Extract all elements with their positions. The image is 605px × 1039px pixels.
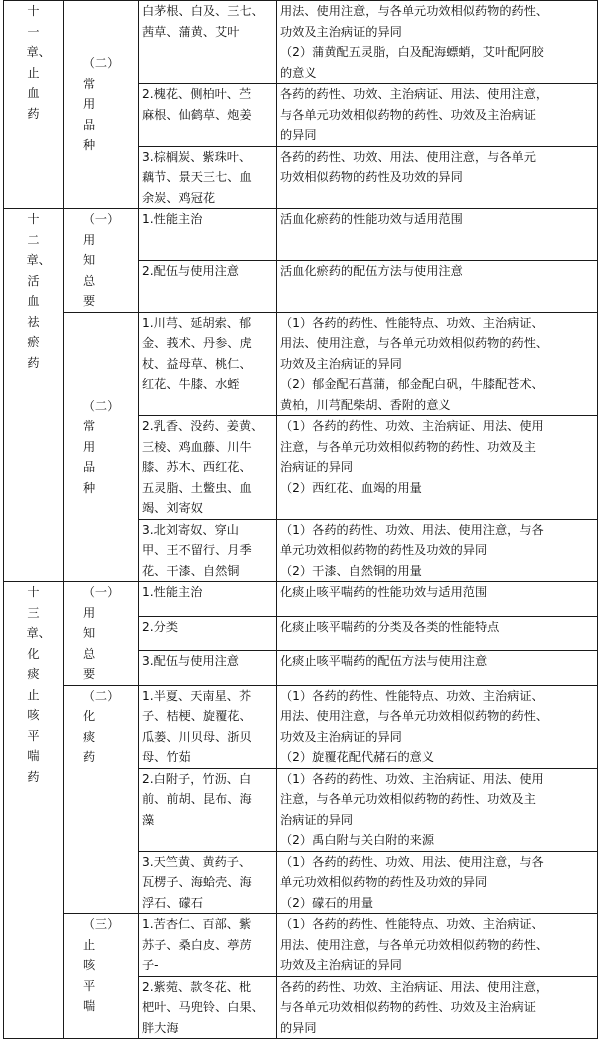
item-cell xyxy=(139,976,277,1039)
requirement-text: （2）旋覆花配代赭石的意义 xyxy=(280,750,435,764)
requirement-text: 化痰止咳平喘药的配伍方法与使用注意 xyxy=(280,654,488,668)
item-text: 3.天竺黄、黄药子、 xyxy=(142,854,252,869)
item-text: 余炭、鸡冠花 xyxy=(142,190,216,205)
section-number: （二） xyxy=(82,56,120,71)
item-text: 膝、苏木、西红花、 xyxy=(142,460,252,474)
table-row xyxy=(4,209,598,261)
item-text: 2.乳香、没药、姜黄、 xyxy=(142,419,264,433)
requirement-cell xyxy=(277,209,598,261)
syllabus-table xyxy=(3,0,598,1039)
item-cell xyxy=(139,146,277,209)
item-text: 2.配伍与使用注意 xyxy=(142,263,239,278)
section-number: （一） xyxy=(82,585,120,599)
requirement-text: （2）郁金配石菖蒲，郁金配白矾，牛膝配苍术、 xyxy=(280,377,544,391)
item-cell xyxy=(139,914,277,977)
requirement-text: 活血化瘀药的配伍方法与使用注意 xyxy=(280,263,463,278)
item-text: 瓦楞子、海蛤壳、海 xyxy=(142,875,252,889)
item-text: 前、前胡、昆布、海 xyxy=(142,792,252,806)
item-cell xyxy=(139,685,277,768)
item-text: 1.性能主治 xyxy=(142,212,203,226)
requirement-text: 各药的药性、功效、主治病证、用法、使用注意， xyxy=(280,87,549,101)
requirement-text: 功效相似药物的药性及功效的异同 xyxy=(280,170,463,184)
requirement-cell xyxy=(277,851,598,914)
section-name: 常用品种 xyxy=(83,419,96,495)
requirement-text: 化痰止咳平喘药的性能功效与适用范围 xyxy=(280,585,488,599)
requirement-text: 与各单元功效相似药物的药性、功效及主治病证 xyxy=(280,1000,536,1014)
item-cell xyxy=(139,519,277,582)
requirement-text: 治病证的异同 xyxy=(280,812,354,827)
item-text: 1.性能主治 xyxy=(142,585,203,599)
requirement-text: （1）各药的药性、功效、主治病证、用法、使用 xyxy=(280,771,544,786)
section-number: （二） xyxy=(82,398,120,413)
section-name: 化痰药 xyxy=(83,709,96,764)
item-cell xyxy=(139,416,277,520)
requirement-text: 注意，与各单元功效相似药物的药性、功效及主 xyxy=(280,439,536,454)
requirement-text: 功效及主治病证的异同 xyxy=(280,958,402,972)
section-cell xyxy=(64,914,139,1039)
requirement-text: 用法、使用注意，与各单元功效相似药物的药性、 xyxy=(280,937,549,952)
table-row xyxy=(4,582,598,617)
item-text: 竭、刘寄奴 xyxy=(142,501,203,515)
table-row xyxy=(4,685,598,768)
requirement-cell xyxy=(277,685,598,768)
section-cell xyxy=(64,685,139,914)
requirement-text: 各药的药性、功效、用法、使用注意，与各单元 xyxy=(280,149,536,164)
item-text: 茜草、蒲黄、艾叶 xyxy=(142,24,240,39)
chapter-title: 十三章、化痰止咳平喘药 xyxy=(26,585,51,784)
chapter-title-cell xyxy=(4,582,64,1039)
item-text: 2.槐花、侧柏叶、苎 xyxy=(142,87,252,101)
section-name: 用知总要 xyxy=(83,605,96,681)
table-row xyxy=(4,312,598,416)
requirement-text: （2）干漆、自然铜的用量 xyxy=(280,563,422,578)
section-number: （一） xyxy=(82,212,120,226)
requirement-text: （2）西红花、血竭的用量 xyxy=(280,480,422,495)
requirement-text: （1）各药的药性、性能特点、功效、主治病证、 xyxy=(280,315,544,330)
item-text: 3.北刘寄奴、穿山 xyxy=(142,522,239,537)
requirement-cell xyxy=(277,1,598,84)
item-text: 金、莪术、丹参、虎 xyxy=(142,336,252,350)
requirement-text: 功效及主治病证的异同 xyxy=(280,729,402,744)
item-text: 子、桔梗、旋覆花、 xyxy=(142,709,252,723)
item-text: 3.棕榈炭、紫珠叶、 xyxy=(142,149,252,164)
item-text: 1.苦杏仁、百部、紫 xyxy=(142,917,252,931)
section-cell xyxy=(64,209,139,313)
item-text: 杖、益母草、桃仁、 xyxy=(142,356,252,371)
chapter-title-cell xyxy=(4,1,64,209)
item-text: 三棱、鸡血藤、川牛 xyxy=(142,439,252,454)
section-cell xyxy=(64,312,139,582)
requirement-text: 注意，与各单元功效相似药物的药性、功效及主 xyxy=(280,792,536,806)
item-text: 3.配伍与使用注意 xyxy=(142,654,239,668)
item-text: 母、竹茹 xyxy=(142,750,191,764)
item-text: 麻根、仙鹤草、炮姜 xyxy=(142,107,252,122)
requirement-text: （1）各药的药性、性能特点、功效、主治病证、 xyxy=(280,688,544,703)
item-text: 藕节、景天三七、血 xyxy=(142,170,252,184)
requirement-text: 的意义 xyxy=(280,65,317,80)
item-text: 胖大海 xyxy=(142,1020,179,1035)
section-name: 止咳平喘 xyxy=(83,937,96,1013)
requirement-text: 功效及主治病证的异同 xyxy=(280,356,402,371)
item-text: 2.分类 xyxy=(142,619,179,634)
requirement-text: （1）各药的药性、功效、用法、使用注意，与各 xyxy=(280,854,544,869)
requirement-text: 用法、使用注意，与各单元功效相似药物的药性、 xyxy=(280,336,549,350)
requirement-text: 化痰止咳平喘药的分类及各类的性能特点 xyxy=(280,619,500,634)
requirement-text: （2）礞石的用量 xyxy=(280,895,374,910)
chapter-title: 十一章、止血药 xyxy=(26,4,51,121)
section-number: （三） xyxy=(82,917,120,931)
item-cell xyxy=(139,768,277,851)
item-text: 1.半夏、天南星、芥 xyxy=(142,688,252,703)
item-cell xyxy=(139,84,277,147)
requirement-text: （1）各药的药性、功效、用法、使用注意，与各 xyxy=(280,522,544,537)
requirement-text: （2）蒲黄配五灵脂，白及配海螵蛸，艾叶配阿胶 xyxy=(280,45,544,59)
item-text: 红花、牛膝、水蛭 xyxy=(142,377,240,391)
section-name: 常用品种 xyxy=(83,76,96,153)
item-text: 杷叶、马兜铃、白果、 xyxy=(142,1000,264,1014)
requirement-cell xyxy=(277,651,598,686)
item-text: 藻 xyxy=(142,812,155,827)
requirement-text: 用法、使用注意，与各单元功效相似药物的药性、 xyxy=(280,709,549,723)
requirement-text: 的异同 xyxy=(280,128,317,142)
section-number: （二） xyxy=(82,688,120,703)
requirement-text: （2）禹白附与关白附的来源 xyxy=(280,833,435,847)
requirement-text: 黄柏，川芎配柴胡、香附的意义 xyxy=(280,397,451,412)
requirement-text: 与各单元功效相似药物的药性、功效及主治病证 xyxy=(280,107,536,122)
requirement-text: （1）各药的药性、功效、主治病证、用法、使用 xyxy=(280,419,544,433)
item-text: 苏子、桑白皮、葶苈 xyxy=(142,937,252,952)
requirement-text: 单元功效相似药物的药性及功效的异同 xyxy=(280,543,488,557)
table-row xyxy=(4,914,598,977)
item-text: 五灵脂、土鳖虫、血 xyxy=(142,480,252,495)
chapter-title: 十二章、活血祛瘀药 xyxy=(26,212,51,370)
syllabus-body xyxy=(4,1,598,1039)
item-cell xyxy=(139,1,277,84)
item-text: 子- xyxy=(142,958,159,972)
section-cell xyxy=(64,1,139,209)
chapter-title-cell xyxy=(4,209,64,582)
requirement-cell xyxy=(277,84,598,147)
requirement-text: 活血化瘀药的性能功效与适用范围 xyxy=(280,212,463,226)
requirement-cell xyxy=(277,768,598,851)
item-text: 浮石、礞石 xyxy=(142,895,203,910)
item-cell xyxy=(139,651,277,686)
item-text: 2.紫菀、款冬花、枇 xyxy=(142,979,252,994)
item-text: 1.川芎、延胡索、郁 xyxy=(142,315,252,330)
requirement-text: 用法、使用注意，与各单元功效相似药物的药性、 xyxy=(280,4,549,18)
item-text: 2.白附子，竹沥、白 xyxy=(142,771,252,786)
item-cell xyxy=(139,260,277,312)
item-cell xyxy=(139,851,277,914)
requirement-text: （1）各药的药性、性能特点、功效、主治病证、 xyxy=(280,917,544,931)
table-row xyxy=(4,1,598,84)
requirement-cell xyxy=(277,260,598,312)
item-text: 白茅根、白及、三七、 xyxy=(142,4,264,18)
requirement-cell xyxy=(277,519,598,582)
item-cell xyxy=(139,209,277,261)
item-text: 甲、王不留行、月季 xyxy=(142,543,252,557)
requirement-text: 的异同 xyxy=(280,1020,317,1035)
requirement-cell xyxy=(277,312,598,416)
requirement-cell xyxy=(277,146,598,209)
requirement-cell xyxy=(277,616,598,651)
requirement-text: 功效及主治病证的异同 xyxy=(280,24,402,39)
requirement-cell xyxy=(277,416,598,520)
requirement-text: 单元功效相似药物的药性及功效的异同 xyxy=(280,875,488,889)
requirement-cell xyxy=(277,914,598,977)
section-cell xyxy=(64,582,139,686)
item-cell xyxy=(139,312,277,416)
section-name: 用知总要 xyxy=(83,232,96,308)
item-text: 花、干漆、自然铜 xyxy=(142,563,240,578)
requirement-cell xyxy=(277,976,598,1039)
item-cell xyxy=(139,582,277,617)
item-text: 瓜蒌、川贝母、浙贝 xyxy=(142,729,252,744)
requirement-text: 治病证的异同 xyxy=(280,460,354,474)
requirement-text: 各药的药性、功效、主治病证、用法、使用注意， xyxy=(280,979,549,994)
requirement-cell xyxy=(277,582,598,617)
item-cell xyxy=(139,616,277,651)
